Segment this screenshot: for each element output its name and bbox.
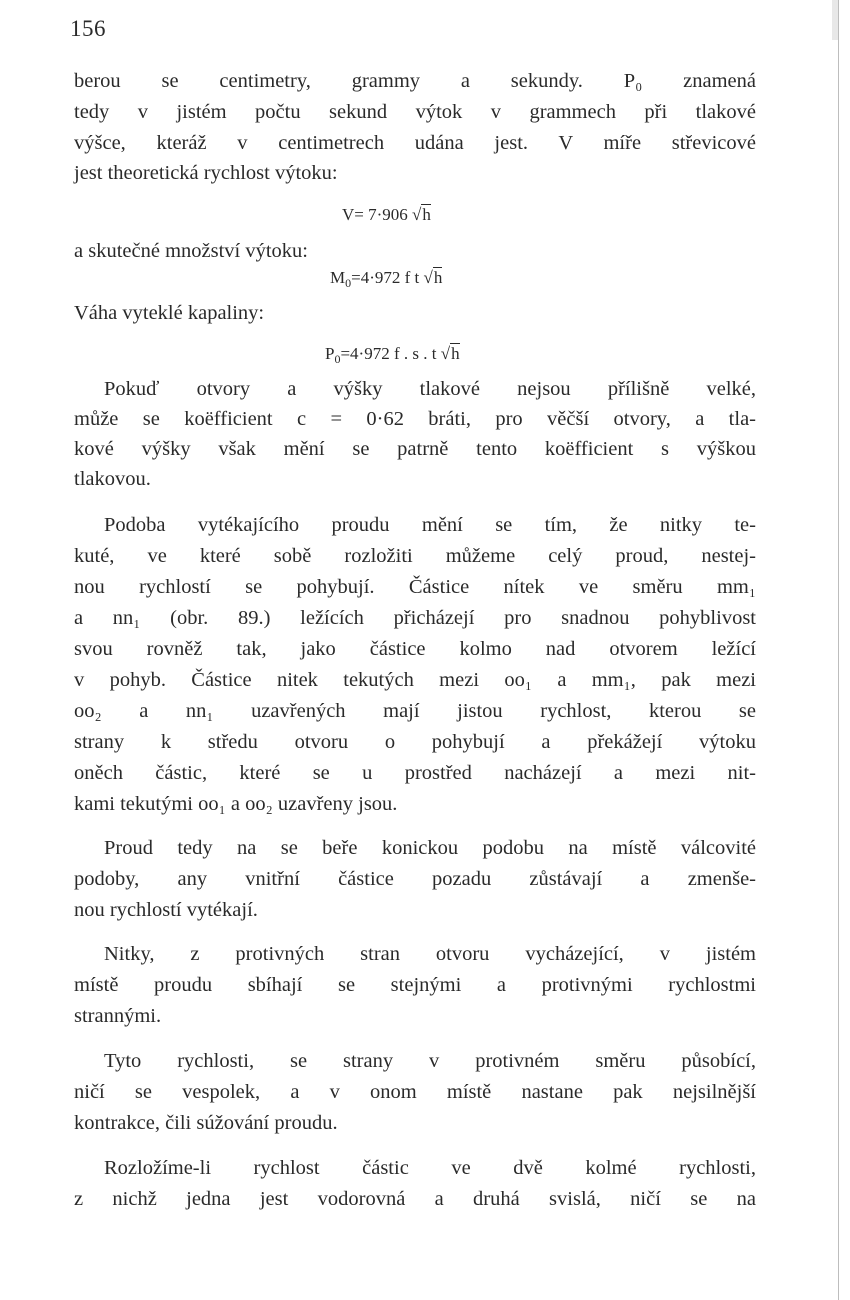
formula: $M_0=4\cdot 972$ f t √h xyxy=(330,268,443,290)
text-line: a skutečné množství výtoku: xyxy=(74,240,308,262)
formula: $P_0=4\cdot 972$ f . s . t √h xyxy=(325,344,460,366)
text-line: a nn₁ (obr. 89.) ležících přicházejí pro snadnou pohyblivost xyxy=(74,607,756,629)
page-edge-shadow xyxy=(832,0,838,40)
text-line: svou rovněž tak, jako částice kolmo nad otvorem ležící xyxy=(74,638,756,660)
text-line: kuté, ve které sobě rozložiti můžeme celý proud, nestej- xyxy=(74,545,756,567)
text-line: oo₂ a nn₁ uzavřených mají jistou rychlost, kterou se xyxy=(74,700,756,722)
text-line: Pokuď otvory a výšky tlakové nejsou přílišně velké, xyxy=(104,378,756,400)
text-line: z nichž jedna jest vodorovná a druhá svislá, ničí se na xyxy=(74,1188,756,1210)
text-line: strany k středu otvoru o pohybují a překážejí výtoku xyxy=(74,731,756,753)
text-line: berou se centimetry, grammy a sekundy. P₀ znamená xyxy=(74,70,756,92)
text-line: jest theoretická rychlost výtoku: xyxy=(74,162,338,184)
text-line: Váha vyteklé kapaliny: xyxy=(74,302,265,324)
formula: V= 7·906 √h xyxy=(342,205,431,224)
text-line: tlakovou. xyxy=(74,468,151,490)
text-line: Tyto rychlosti, se strany v protivném směru působící, xyxy=(104,1050,756,1072)
text-line: v pohyb. Částice nitek tekutých mezi oo₁ a mm₁, pak mezi xyxy=(74,669,756,691)
text-line: podoby, any vnitřní částice pozadu zůstávají a zmenše- xyxy=(74,868,756,890)
text-line: tedy v jistém počtu sekund výtok v grammech při tlakové xyxy=(74,101,756,123)
text-line: ničí se vespolek, a v onom místě nastane pak nejsilnější xyxy=(74,1081,756,1103)
text-line: nou rychlostí vytékají. xyxy=(74,899,258,921)
text-line: Rozložíme-li rychlost částic ve dvě kolmé rychlosti, xyxy=(104,1157,756,1179)
page-edge xyxy=(838,0,839,1300)
text-line: místě proudu sbíhají se stejnými a protivnými rychlostmi xyxy=(74,974,756,996)
text-line: kové výšky však mění se patrně tento koëfficient s výškou xyxy=(74,438,756,460)
text-line: Podoba vytékajícího proudu mění se tím, že nitky te- xyxy=(104,514,756,536)
page-number: 156 xyxy=(70,16,106,41)
text-line: oněch částic, které se u prostřed nacházejí a mezi nit- xyxy=(74,762,756,784)
text-line: výšce, kteráž v centimetrech udána jest. V míře střevicové xyxy=(74,132,756,154)
text-line: může se koëfficient c = 0·62 bráti, pro věčší otvory, a tla- xyxy=(74,408,756,430)
text-line: Nitky, z protivných stran otvoru vycházející, v jistém xyxy=(104,943,756,965)
text-line: kontrakce, čili súžování proudu. xyxy=(74,1112,338,1134)
text-line: strannými. xyxy=(74,1005,162,1027)
text-line: Proud tedy na se beře konickou podobu na místě válcovité xyxy=(104,837,756,859)
text-line: kami tekutými oo₁ a oo₂ uzavřeny jsou. xyxy=(74,793,398,815)
text-line: nou rychlostí se pohybují. Částice nítek ve směru mm₁ xyxy=(74,576,756,598)
